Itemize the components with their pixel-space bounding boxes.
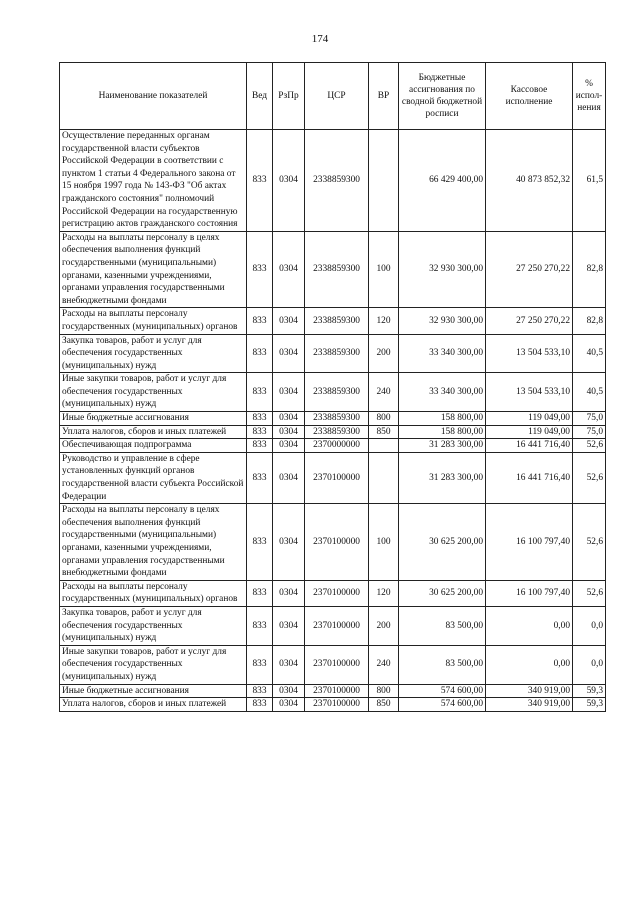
row-budget: 30 625 200,00 <box>399 504 486 581</box>
header-rzpr: РзПр <box>273 63 305 130</box>
row-vr <box>369 452 399 503</box>
row-budget: 83 500,00 <box>399 645 486 684</box>
table-row <box>60 684 606 698</box>
row-rzpr: 0304 <box>273 130 305 232</box>
row-csr: 2338859300 <box>305 373 369 412</box>
row-vr: 240 <box>369 373 399 412</box>
row-vr: 240 <box>369 645 399 684</box>
row-csr: 2370100000 <box>305 606 369 645</box>
row-csr: 2370000000 <box>305 439 369 453</box>
row-name: Уплата налогов, сборов и иных платежей <box>60 698 247 712</box>
row-csr: 2370100000 <box>305 698 369 712</box>
row-rzpr: 0304 <box>273 504 305 581</box>
row-percent: 40,5 <box>573 334 606 373</box>
row-cash: 340 919,00 <box>486 684 573 698</box>
row-rzpr: 0304 <box>273 425 305 439</box>
row-rzpr: 0304 <box>273 334 305 373</box>
table-row <box>60 606 606 645</box>
row-percent: 52,6 <box>573 439 606 453</box>
row-name: Иные закупки товаров, работ и услуг для обеспечения государственных (муниципальных) нужд <box>60 373 247 412</box>
row-cash: 27 250 270,22 <box>486 308 573 334</box>
row-percent: 52,6 <box>573 580 606 606</box>
row-rzpr: 0304 <box>273 439 305 453</box>
row-csr: 2370100000 <box>305 645 369 684</box>
row-percent: 82,8 <box>573 308 606 334</box>
row-ved: 833 <box>247 452 273 503</box>
row-name: Осуществление переданных органам государственной власти субъектов Российской Федерации в соответствии с пунктом 1 статьи 4 Федерального закона от 15 ноября 1997 года № 143-ФЗ "Об актах гражданского состояния" полномочий Российской Федерации на государственную регистрацию актов гражданского состояния <box>60 130 247 232</box>
row-ved: 833 <box>247 373 273 412</box>
header-cash: Кассовое исполнение <box>486 63 573 130</box>
header-csr: ЦСР <box>305 63 369 130</box>
row-name: Уплата налогов, сборов и иных платежей <box>60 425 247 439</box>
row-vr: 800 <box>369 684 399 698</box>
header-vr: ВР <box>369 63 399 130</box>
row-percent: 61,5 <box>573 130 606 232</box>
row-csr: 2370100000 <box>305 452 369 503</box>
row-ved: 833 <box>247 698 273 712</box>
row-name: Расходы на выплаты персоналу в целях обеспечения выполнения функций государственными (муниципальными) органами, казенными учреждениями, органами управления государственными внебюджетными фондами <box>60 231 247 308</box>
row-name: Закупка товаров, работ и услуг для обеспечения государственных (муниципальных) нужд <box>60 606 247 645</box>
row-ved: 833 <box>247 334 273 373</box>
row-ved: 833 <box>247 425 273 439</box>
row-budget: 158 800,00 <box>399 425 486 439</box>
row-cash: 40 873 852,32 <box>486 130 573 232</box>
table-row <box>60 308 606 334</box>
row-name: Расходы на выплаты персоналу государственных (муниципальных) органов <box>60 308 247 334</box>
header-percent: % испол-нения <box>573 63 606 130</box>
row-percent: 0,0 <box>573 606 606 645</box>
row-vr: 200 <box>369 606 399 645</box>
row-ved: 833 <box>247 231 273 308</box>
row-vr: 800 <box>369 412 399 426</box>
row-vr: 100 <box>369 231 399 308</box>
row-ved: 833 <box>247 439 273 453</box>
row-cash: 0,00 <box>486 645 573 684</box>
header-budget: Бюджетные ассигнования по сводной бюджетной росписи <box>399 63 486 130</box>
table-row <box>60 452 606 503</box>
row-cash: 27 250 270,22 <box>486 231 573 308</box>
table-row <box>60 412 606 426</box>
row-budget: 33 340 300,00 <box>399 373 486 412</box>
row-ved: 833 <box>247 504 273 581</box>
row-vr <box>369 439 399 453</box>
row-cash: 119 049,00 <box>486 412 573 426</box>
row-percent: 59,3 <box>573 684 606 698</box>
row-name: Иные бюджетные ассигнования <box>60 412 247 426</box>
row-budget: 31 283 300,00 <box>399 452 486 503</box>
row-ved: 833 <box>247 645 273 684</box>
row-percent: 0,0 <box>573 645 606 684</box>
row-vr: 850 <box>369 425 399 439</box>
row-budget: 83 500,00 <box>399 606 486 645</box>
row-csr: 2338859300 <box>305 412 369 426</box>
row-ved: 833 <box>247 130 273 232</box>
row-vr: 100 <box>369 504 399 581</box>
header-name: Наименование показателей <box>60 63 247 130</box>
row-cash: 16 441 716,40 <box>486 452 573 503</box>
row-percent: 52,6 <box>573 504 606 581</box>
row-cash: 13 504 533,10 <box>486 334 573 373</box>
row-csr: 2370100000 <box>305 684 369 698</box>
row-cash: 340 919,00 <box>486 698 573 712</box>
row-rzpr: 0304 <box>273 412 305 426</box>
row-budget: 574 600,00 <box>399 698 486 712</box>
table-row <box>60 130 606 232</box>
row-name: Иные бюджетные ассигнования <box>60 684 247 698</box>
row-vr: 200 <box>369 334 399 373</box>
budget-table <box>59 62 606 712</box>
row-cash: 16 100 797,40 <box>486 504 573 581</box>
row-percent: 82,8 <box>573 231 606 308</box>
row-budget: 31 283 300,00 <box>399 439 486 453</box>
table-row <box>60 425 606 439</box>
row-vr: 120 <box>369 580 399 606</box>
row-percent: 52,6 <box>573 452 606 503</box>
row-name: Руководство и управление в сфере установленных функций органов государственной власти субъекта Российской Федерации <box>60 452 247 503</box>
row-csr: 2338859300 <box>305 425 369 439</box>
row-rzpr: 0304 <box>273 231 305 308</box>
row-percent: 40,5 <box>573 373 606 412</box>
row-percent: 59,3 <box>573 698 606 712</box>
table-header-row <box>60 63 606 130</box>
row-csr: 2338859300 <box>305 334 369 373</box>
row-rzpr: 0304 <box>273 373 305 412</box>
row-csr: 2370100000 <box>305 504 369 581</box>
row-ved: 833 <box>247 412 273 426</box>
row-name: Расходы на выплаты персоналу государственных (муниципальных) органов <box>60 580 247 606</box>
row-csr: 2338859300 <box>305 308 369 334</box>
row-ved: 833 <box>247 580 273 606</box>
row-csr: 2338859300 <box>305 231 369 308</box>
row-cash: 119 049,00 <box>486 425 573 439</box>
row-ved: 833 <box>247 308 273 334</box>
row-budget: 32 930 300,00 <box>399 308 486 334</box>
row-rzpr: 0304 <box>273 606 305 645</box>
table-row <box>60 698 606 712</box>
row-cash: 13 504 533,10 <box>486 373 573 412</box>
table-row <box>60 504 606 581</box>
row-budget: 66 429 400,00 <box>399 130 486 232</box>
row-cash: 16 100 797,40 <box>486 580 573 606</box>
row-rzpr: 0304 <box>273 645 305 684</box>
row-budget: 30 625 200,00 <box>399 580 486 606</box>
row-rzpr: 0304 <box>273 684 305 698</box>
row-rzpr: 0304 <box>273 452 305 503</box>
row-rzpr: 0304 <box>273 580 305 606</box>
table-row <box>60 580 606 606</box>
row-budget: 33 340 300,00 <box>399 334 486 373</box>
row-name: Закупка товаров, работ и услуг для обеспечения государственных (муниципальных) нужд <box>60 334 247 373</box>
row-budget: 574 600,00 <box>399 684 486 698</box>
row-name: Расходы на выплаты персоналу в целях обеспечения выполнения функций государственными (муниципальными) органами, казенными учреждениями, органами управления государственными внебюджетными фондами <box>60 504 247 581</box>
row-ved: 833 <box>247 684 273 698</box>
header-ved: Вед <box>247 63 273 130</box>
row-name: Иные закупки товаров, работ и услуг для обеспечения государственных (муниципальных) нужд <box>60 645 247 684</box>
row-vr: 850 <box>369 698 399 712</box>
row-name: Обеспечивающая подпрограмма <box>60 439 247 453</box>
row-budget: 158 800,00 <box>399 412 486 426</box>
row-cash: 16 441 716,40 <box>486 439 573 453</box>
row-vr <box>369 130 399 232</box>
table-row <box>60 373 606 412</box>
row-rzpr: 0304 <box>273 308 305 334</box>
row-vr: 120 <box>369 308 399 334</box>
table-row <box>60 645 606 684</box>
table-row <box>60 231 606 308</box>
row-budget: 32 930 300,00 <box>399 231 486 308</box>
page-number: 174 <box>311 33 329 45</box>
row-csr: 2370100000 <box>305 580 369 606</box>
table-row <box>60 334 606 373</box>
row-percent: 75,0 <box>573 412 606 426</box>
row-rzpr: 0304 <box>273 698 305 712</box>
row-percent: 75,0 <box>573 425 606 439</box>
row-ved: 833 <box>247 606 273 645</box>
row-cash: 0,00 <box>486 606 573 645</box>
table-row <box>60 439 606 453</box>
row-csr: 2338859300 <box>305 130 369 232</box>
